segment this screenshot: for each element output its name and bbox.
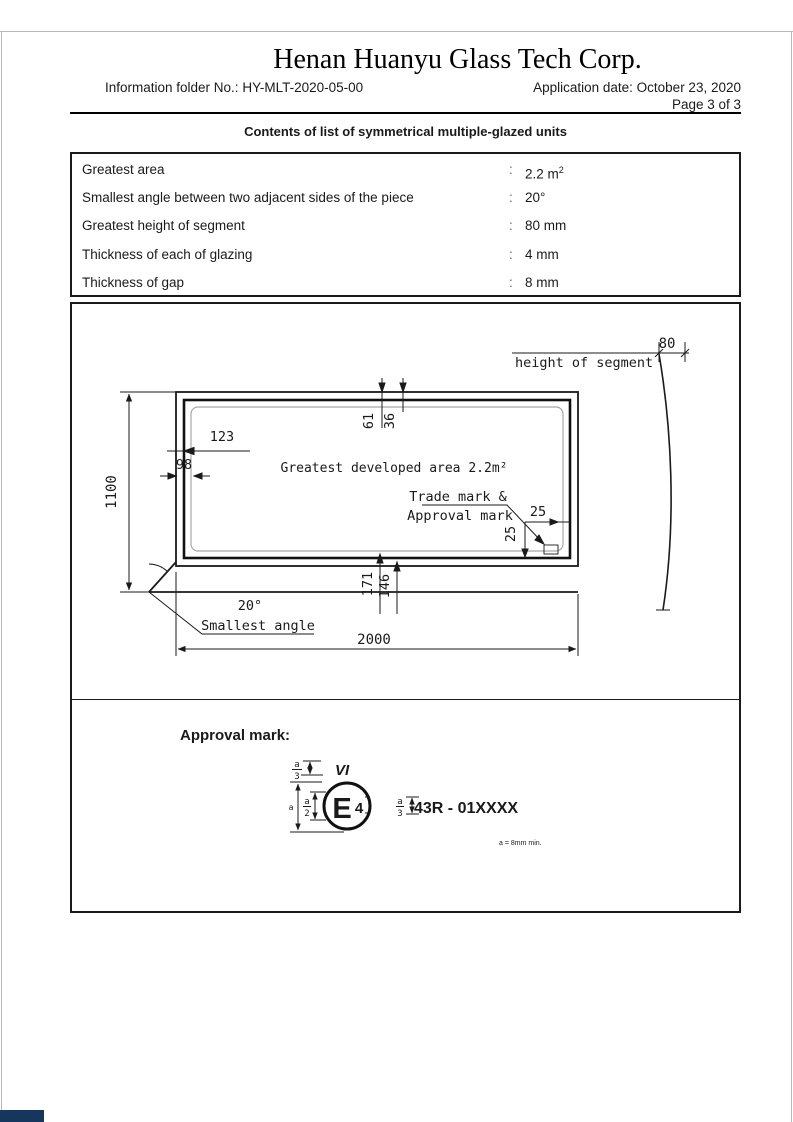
developed-area-note: Greatest developed area 2.2m²: [280, 461, 508, 476]
fraction-a2-den: 2: [304, 809, 310, 819]
height-dimension-1100: [120, 392, 176, 592]
dimension-171: 171: [360, 571, 376, 597]
dimension-61: 61: [361, 412, 377, 430]
table-row: [72, 184, 739, 212]
dimension-146: 146: [377, 573, 393, 599]
smallest-angle-label: Smallest angle: [201, 618, 315, 634]
page-border-left: [1, 31, 2, 1122]
spec-label: Greatest height of segment: [82, 218, 245, 234]
roman-numeral: VI: [335, 762, 350, 779]
technical-drawing-cell: [72, 304, 739, 700]
dimension-123: 123: [209, 429, 235, 445]
mark-offset-horizontal: 25: [529, 504, 547, 520]
e-mark-letter: E: [332, 793, 352, 825]
spec-label: Smallest angle between two adjacent sides of the piece: [82, 190, 414, 206]
dimension-a-label: a: [288, 803, 294, 812]
width-dimension-value: 2000: [357, 632, 391, 648]
glazed-unit-drawing: [72, 304, 739, 698]
spec-label: Greatest area: [82, 162, 165, 177]
page-border-right: [791, 31, 792, 1122]
dimension-123-lines: [167, 448, 250, 455]
spec-value: 80 mm: [525, 218, 567, 234]
spec-separator: :: [509, 218, 513, 234]
table-row: [72, 212, 739, 240]
fraction-a3-right-num: a: [397, 797, 403, 807]
taskbar-fragment: [0, 1110, 44, 1122]
spec-separator: :: [509, 190, 513, 206]
smallest-angle-value: 20°: [237, 598, 263, 614]
page-border-top: [0, 31, 793, 32]
application-date: Application date: October 23, 2020: [533, 80, 741, 95]
segment-curve: [659, 354, 671, 610]
a3-top-dimension-marks: [301, 761, 323, 775]
approval-mark-diagram: [72, 700, 739, 911]
fraction-a3-right-den: 3: [397, 809, 403, 819]
spec-label: Thickness of each of glazing: [82, 246, 253, 262]
table-row: [72, 269, 739, 297]
spec-value: 20°: [525, 190, 546, 206]
spec-value: 2.2 $m^2$: [525, 165, 564, 182]
spec-value: 8 mm: [525, 274, 559, 290]
fraction-a2-num: a: [304, 797, 310, 807]
segment-height-label: height of segment: [515, 355, 654, 371]
spec-separator: :: [509, 274, 513, 290]
superscript: 2: [558, 165, 564, 175]
approval-mark-heading: Approval mark:: [180, 727, 291, 744]
header-divider: [70, 112, 741, 114]
dimension-36: 36: [382, 412, 398, 430]
approval-mark-cell: [72, 700, 739, 911]
spec-value: 4 mm: [525, 246, 559, 262]
mark-offset-vertical: 25: [503, 525, 519, 543]
trademark-note-line1: Trade mark &: [409, 489, 507, 505]
e-mark-number: 4: [354, 800, 364, 817]
section-heading: Contents of list of symmetrical multiple-glazed units: [244, 124, 567, 139]
fraction-a3-top-num: a: [294, 760, 300, 770]
dimension-98: 98: [175, 457, 193, 473]
height-dimension-value: 1100: [104, 475, 120, 509]
spec-separator: :: [509, 162, 513, 177]
segment-height-value: 80: [658, 336, 676, 352]
spec-separator: :: [509, 246, 513, 262]
approval-number: 43R - 01XXXX: [414, 800, 519, 817]
info-folder-number: Information folder No.: HY-MLT-2020-05-00: [105, 80, 364, 95]
approval-footnote: a = 8mm min.: [499, 840, 542, 847]
trademark-note-line2: Approval mark: [407, 508, 513, 524]
page-number: Page 3 of 3: [671, 97, 741, 112]
drawing-table: [70, 302, 741, 913]
fraction-a3-top-den: 3: [294, 772, 300, 782]
table-row: [72, 156, 739, 184]
company-title: Henan Huanyu Glass Tech Corp.: [273, 44, 642, 75]
spec-table: [70, 152, 741, 297]
table-row: [72, 241, 739, 269]
spec-label: Thickness of gap: [82, 274, 185, 290]
